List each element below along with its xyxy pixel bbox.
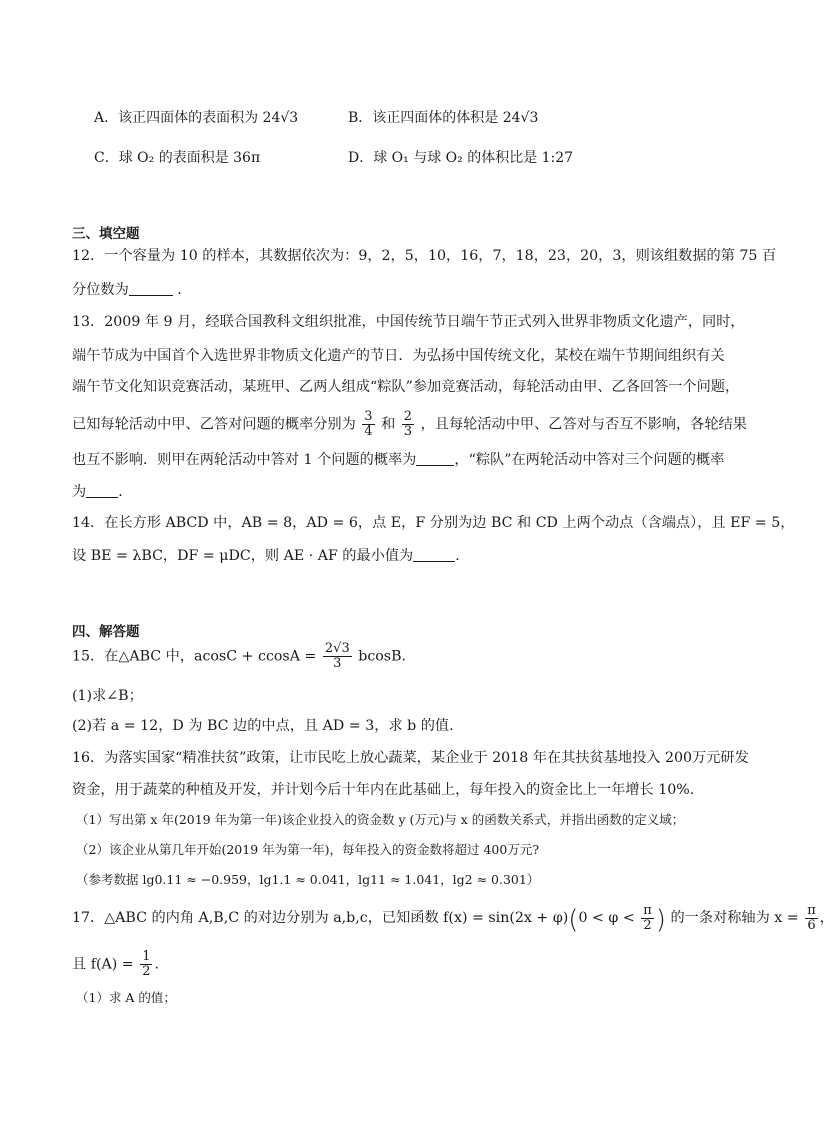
- q13-line6: [72, 482, 732, 502]
- q15-part2: (2)若 a = 12，D 为 BC 边的中点，且 AD = 3，求 b 的值.: [72, 718, 454, 734]
- option-b: B．该正四面体的体积是 24√3: [348, 110, 539, 126]
- q13-line6-text-a: 为: [72, 484, 87, 500]
- q13-answer-blank-1[interactable]: [416, 451, 454, 466]
- q17-text-a: 17．△ABC 的内角 A,B,C 的对边分别为 a,b,c，已知函数 f(x) = sin(2x + φ): [72, 910, 569, 926]
- q15-part1: (1)求∠B；: [72, 688, 143, 704]
- q14-line2: [72, 546, 732, 566]
- q14-answer-blank[interactable]: [413, 547, 455, 562]
- q14-line1: 14．在长方形 ABCD 中，AB = 8，AD = 6，点 E，F 分别为边 BC 和 CD 上两个动点（含端点），且 EF = 5，: [72, 515, 795, 531]
- fraction-2-3: [402, 410, 414, 439]
- fraction-denominator: 4: [364, 424, 373, 439]
- fraction-numerator: 2: [403, 409, 413, 424]
- q16-line2: 资金，用于蔬菜的种植及开发，并计划今后十年内在此基础上，每年投入的资金比上一年增长 10%.: [72, 782, 695, 798]
- q13-answer-blank-2[interactable]: [86, 483, 118, 498]
- q16-part2: （2）该企业从第几年开始(2019 年为第一年)，每年投入的资金数将超过 400万元?: [76, 842, 540, 857]
- q13-line1: 13．2009 年 9 月，经联合国教科文组织批准，中国传统节日端午节正式列入世界非物质文化遗产，同时，: [72, 314, 745, 330]
- q17-line2-end: .: [154, 956, 159, 973]
- option-d: D．球 O₁ 与球 O₂ 的体积比是 1:27: [348, 150, 574, 166]
- q12-line2-text: 分位数为: [72, 282, 129, 298]
- q13-line4-text-a: 已知每轮活动中甲、乙答对问题的概率分别为: [72, 416, 356, 433]
- q13-line5-text-b: ，“粽队”在两轮活动中答对三个问题的概率: [454, 452, 725, 468]
- q17-line1: 17．△ABC 的内角 A,B,C 的对边分别为 a,b,c，已知函数 f(x) = sin(2x + φ)(0 < φ < $\frac{\pi}{2}$ ) 的一条对称轴为 x = $\frac{\pi}{6}$ ，: [72, 902, 834, 935]
- q14-line2-end: ．: [455, 548, 470, 564]
- q13-line6-text-b: ．: [118, 484, 133, 500]
- fraction-numerator: 3: [364, 409, 373, 424]
- q16-line1: 16．为落实国家“精准扶贫”政策，让市民吃上放心蔬菜，某企业于 2018 年在其扶贫基地投入 200万元研发: [72, 750, 749, 766]
- q15-line1: [72, 642, 732, 671]
- q17-line2-text: 且 f(A) =: [72, 956, 134, 973]
- q13-line2: 端午节成为中国首个入选世界非物质文化遗产的节日．为弘扬中国传统文化，某校在端午节期间组织有关: [72, 348, 725, 364]
- fraction-pi-6: [805, 904, 818, 933]
- fraction-numerator: 1: [142, 949, 151, 964]
- section-title-solutions: 四、解答题: [72, 624, 140, 640]
- q13-line4-text-b: ，且每轮活动中甲、乙答对与否互不影响，各轮结果: [420, 416, 747, 433]
- fraction-numerator: π: [643, 902, 652, 918]
- q17-part1: （1）求 A 的值；: [76, 990, 176, 1005]
- q13-line4: [72, 409, 747, 439]
- q17-line2: [72, 950, 732, 979]
- fraction-2root3-3: [323, 642, 352, 671]
- q17-text-b: 的一条对称轴为 x =: [670, 910, 799, 926]
- fraction-3-4: [362, 410, 374, 439]
- fraction-denominator: 3: [403, 424, 413, 439]
- option-c: C．球 O₂ 的表面积是 36π: [94, 150, 261, 166]
- option-a: A．该正四面体的表面积为 24√3: [94, 110, 299, 126]
- q17-text-c: ，: [819, 910, 834, 926]
- q13-line3: 端午节文化知识竞赛活动，某班甲、乙两人组成“粽队”参加竞赛活动，每轮活动由甲、乙各回答一个问题，: [72, 379, 740, 395]
- section-title-fill-blank: 三、填空题: [72, 226, 140, 242]
- q12-line2: 分位数为 .: [72, 282, 182, 298]
- q15-text-b: bcosB．: [358, 648, 416, 665]
- q16-reference: （参考数据 lg0.11 ≈ −0.959，lg1.1 ≈ 0.041，lg11 ≈ 1.041，lg2 ≈ 0.301）: [76, 872, 540, 887]
- q13-line5: [72, 450, 732, 470]
- fraction-numerator: π: [807, 902, 816, 918]
- fraction-denominator: 2: [142, 964, 151, 979]
- fraction-denominator: 3: [333, 656, 342, 671]
- q13-line5-text-a: 也互不影响．则甲在两轮活动中答对 1 个问题的概率为: [72, 452, 417, 468]
- q15-text-a: 15．在△ABC 中，acosC + ccosA =: [72, 648, 317, 665]
- q13-and: 和: [381, 416, 396, 433]
- fraction-1-2: [140, 950, 152, 979]
- q12-line1: 12．一个容量为 10 的样本，其数据依次为：9，2，5，10，16，7，18，23，20，3，则该组数据的第 75 百: [72, 248, 777, 264]
- fraction-pi-2: [641, 904, 654, 933]
- q16-part1: （1）写出第 x 年(2019 年为第一年)该企业投入的资金数 y (万元)与 x 的函数关系式，并指出函数的定义域；: [76, 812, 685, 827]
- q12-answer-blank[interactable]: [129, 281, 173, 296]
- q14-line2-text: 设 BE = λBC，DF = μDC，则 AE · AF 的最小值为: [72, 548, 414, 564]
- fraction-denominator: 6: [807, 917, 816, 933]
- q17-condition: 0 < φ <: [578, 910, 635, 926]
- fraction-numerator: 2√3: [324, 641, 350, 656]
- fraction-denominator: 2: [643, 917, 652, 933]
